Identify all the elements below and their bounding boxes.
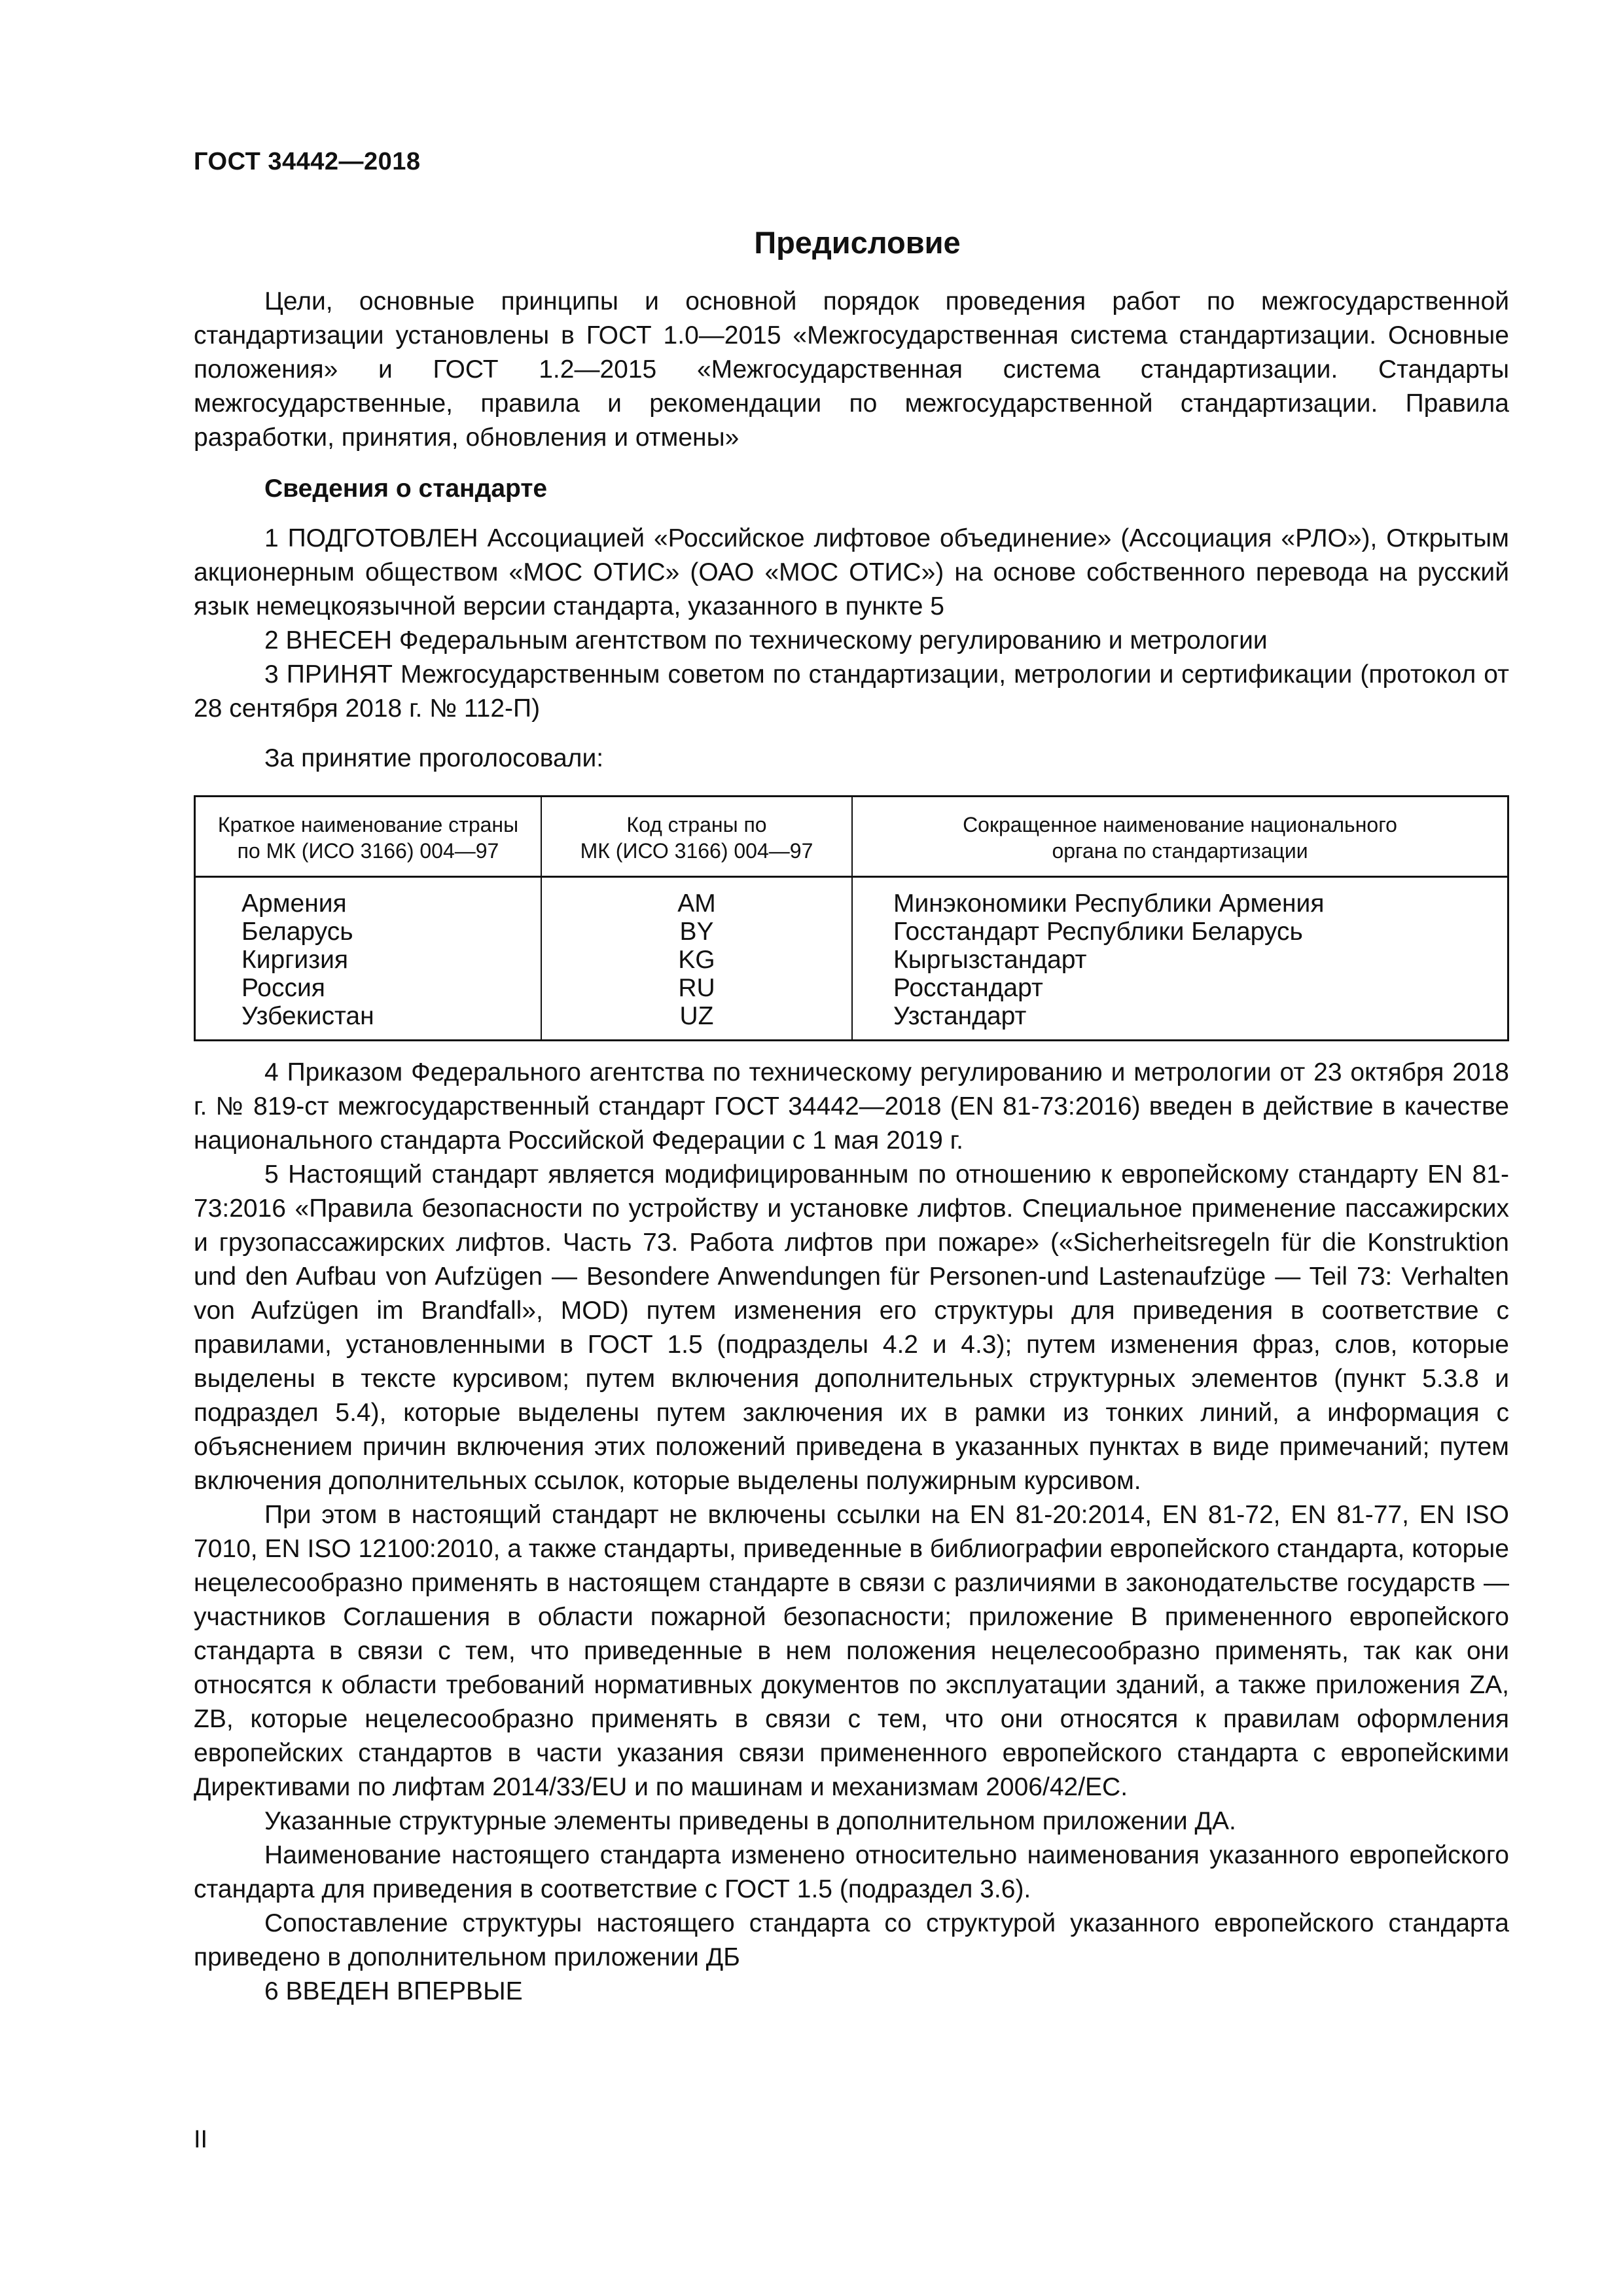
- standards-bodies-cell: Минэкономики Республики Армения Госстандарт Республики Беларусь Кыргызстандарт Росстандарт Узстандарт: [893, 889, 1325, 1030]
- vote-intro: За принятие проголосовали:: [264, 744, 604, 772]
- item-5-title-change-paragraph: Наименование настоящего стандарта изменено относительно наименования указанного европейского стандарта для приведения в соответствие с ГОСТ 1.5 (подраздел 3.6).: [194, 1841, 1509, 1903]
- section-title: Сведения о стандарте: [264, 475, 548, 503]
- item-1-paragraph: 1 ПОДГОТОВЛЕН Ассоциацией «Российское лифтовое объединение» (Ассоциация «РЛО»), Открытым акционерным обществом «МОС ОТИС» (ОАО «МОС ОТИС») на основе собственного перевода на русский язык немецкоязычной версии стандарта, указанного в пункте 5: [194, 524, 1509, 620]
- item-6-paragraph: 6 ВВЕДЕН ВПЕРВЫЕ: [264, 1977, 523, 2005]
- item-5-exclusions-paragraph: При этом в настоящий стандарт не включены ссылки на EN 81-20:2014, EN 81-72, EN 81-77, EN ISO 7010, EN ISO 12100:2010, а также стандарты, приведенные в библиографии европейского стандарта, которые нецелесообразно применять в настоящем стандарте в связи с различиями в законодательстве государств — участников Соглашения в области пожарной безопасности; приложение В примененного европейского стандарта в связи с тем, что приведенные в нем положения нецелесообразно применять, так как они относятся к области требований нормативных документов по эксплуатации зданий, а также приложения ZA, ZB, которые нецелесообразно применять в связи с тем, что они относятся к правилам оформления европейских стандартов в части указания связи примененного европейского стандарта с европейскими Директивами по лифтам 2014/33/EU и по машинам и механизмам 2006/42/EC.: [194, 1501, 1509, 1801]
- voting-states-table: [194, 795, 1509, 1041]
- item-2-paragraph: 2 ВНЕСЕН Федеральным агентством по техническому регулированию и метрологии: [264, 626, 1268, 655]
- item-3-paragraph: 3 ПРИНЯТ Межгосударственным советом по стандартизации, метрологии и сертификации (протокол от 28 сентября 2018 г. № 112-П): [194, 660, 1509, 723]
- country-codes-cell: AM BY KG RU UZ: [541, 877, 852, 1041]
- header-standards-body: Сокращенное наименование национального органа по стандартизации: [852, 797, 1508, 877]
- page-number: II: [194, 2126, 208, 2153]
- header-country-name: Краткое наименование страны по МК (ИСО 3166) 004—97: [195, 797, 541, 877]
- item-4-paragraph: 4 Приказом Федерального агентства по техническому регулированию и метрологии от 23 октября 2018 г. № 819-ст межгосударственный стандарт ГОСТ 34442—2018 (EN 81-73:2016) введен в действие в качестве национального стандарта Российской Федерации с 1 мая 2019 г.: [194, 1058, 1509, 1155]
- document-body: [194, 285, 1509, 2009]
- intro-paragraph: Цели, основные принципы и основной порядок проведения работ по межгосударственной стандартизации установлены в ГОСТ 1.0—2015 «Межгосударственная система стандартизации. Основные положения» и ГОСТ 1.2—2015 «Межгосударственная система стандартизации. Стандарты межгосударственные, правила и рекомендации по межгосударственной стандартизации. Правила разработки, принятия, обновления и отмены»: [194, 287, 1509, 452]
- document-id-header: ГОСТ 34442—2018: [194, 148, 421, 175]
- table-row: [195, 877, 1508, 1041]
- header-country-code: Код страны по МК (ИСО 3166) 004—97: [541, 797, 852, 877]
- table-header-row: [195, 797, 1508, 877]
- item-5-appendix-db-paragraph: Сопоставление структуры настоящего стандарта со структурой указанного европейского стандарта приведено в дополнительном приложении ДБ: [194, 1909, 1509, 1971]
- country-names-cell: Армения Беларусь Киргизия Россия Узбекистан: [195, 877, 541, 1041]
- item-5-paragraph: 5 Настоящий стандарт является модифицированным по отношению к европейскому стандарту EN 81-73:2016 «Правила безопасности по устройству и установке лифтов. Специальное применение пассажирских и грузопассажирских лифтов. Часть 73. Работа лифтов при пожаре» («Sicherheitsregeln für die Konstruktion und den Aufbau von Aufzügen — Besondere Anwendungen für Personen-und Lastenaufzüge — Teil 73: Verhalten von Aufzügen im Brandfall», MOD) путем изменения его структуры для приведения в соответствие с правилами, установленными в ГОСТ 1.5 (подразделы 4.2 и 4.3); путем изменения фраз, слов, которые выделены в тексте курсивом; путем включения дополнительных структурных элементов (пункт 5.3.8 и подраздел 5.4), которые выделены путем заключения их в рамки из тонких линий, а информация с объяснением причин включения этих положений приведена в указанных пунктах в виде примечаний; путем включения дополнительных ссылок, которые выделены полужирным курсивом.: [194, 1160, 1509, 1495]
- page-title: Предисловие: [754, 225, 961, 260]
- item-5-appendix-da-paragraph: Указанные структурные элементы приведены в дополнительном приложении ДА.: [264, 1807, 1236, 1835]
